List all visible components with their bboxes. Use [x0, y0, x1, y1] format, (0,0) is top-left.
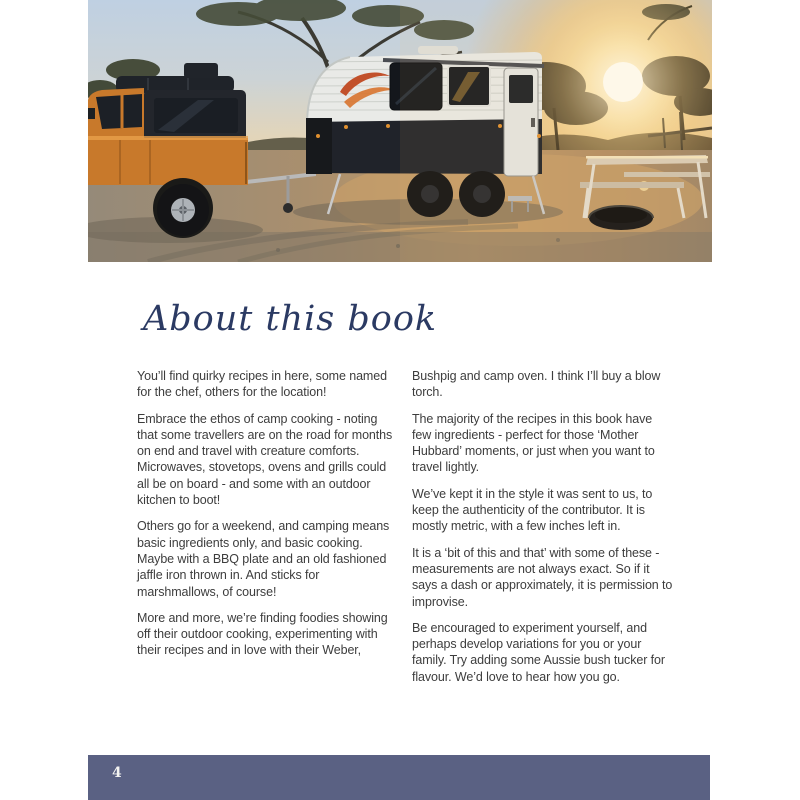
warm-light-overlay: [400, 0, 712, 262]
paragraph: Embrace the ethos of camp cooking - noting that some travellers are on the road for months on end and travel with creature comforts. Microwaves, stovetops, ovens and grills could all be on board - and some with an outdoor kitchen to boot!: [137, 411, 393, 508]
right-column: [412, 368, 673, 695]
footer-bar: [88, 755, 710, 800]
page-title: About this book: [143, 299, 438, 339]
left-column: [137, 368, 398, 695]
paragraph: It is a ‘bit of this and that’ with some of these - measurements are not always exact. So if it says a dash or approximately, it is permission to improvise.: [412, 545, 673, 609]
campsite-photo-illustration: [88, 0, 712, 262]
body-columns: [137, 368, 674, 695]
paragraph: The majority of the recipes in this book have few ingredients - perfect for those ‘Mother Hubbard’ moments, or just when you want to travel lightly.: [412, 411, 655, 475]
paragraph: We’ve kept it in the style it was sent to us, to keep the authenticity of the contributor. It is mostly metric, with a few inches left in.: [412, 486, 653, 534]
paragraph: You’ll find quirky recipes in here, some named for the chef, others for the location!: [137, 369, 387, 400]
campsite-photo: [88, 0, 712, 262]
page-number: 4: [112, 765, 122, 781]
paragraph: More and more, we’re finding foodies showing off their outdoor cooking, experimenting with their recipes and in love with their Weber,: [137, 610, 388, 658]
paragraph: Be encouraged to experiment yourself, and perhaps develop variations for you or your family. Try adding some Aussie bush tucker for flavour. We’d love to hear how you go.: [412, 620, 665, 684]
paragraph: Bushpig and camp oven. I think I’ll buy a blow torch.: [412, 369, 661, 400]
paragraph: Others go for a weekend, and camping means basic ingredients only, and basic cooking. Maybe with a BBQ plate and an old fashioned jaffle iron thrown in. And sticks for marshmallows, of course!: [137, 519, 390, 599]
